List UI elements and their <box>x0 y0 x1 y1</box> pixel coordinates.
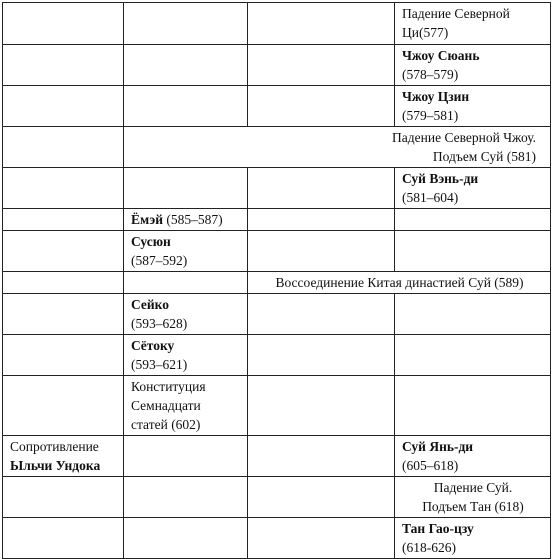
table-cell-merged <box>124 127 551 168</box>
event-text: Падение Суй. <box>433 480 513 495</box>
ruler-years: (581–604) <box>402 190 459 205</box>
table-cell <box>3 3 124 45</box>
table-cell <box>395 518 551 559</box>
table-row <box>3 209 551 231</box>
table-row <box>3 45 551 86</box>
table-cell <box>248 376 395 436</box>
ruler-name: Чжоу Цзин <box>402 89 470 104</box>
table-cell <box>395 86 551 127</box>
table-cell <box>124 168 248 209</box>
table-row <box>3 127 551 168</box>
ruler-years: (587–592) <box>131 253 188 268</box>
table-cell <box>395 231 551 272</box>
table-cell <box>248 294 395 335</box>
table-cell <box>248 518 395 559</box>
table-row <box>3 168 551 209</box>
ruler-name: Сейко <box>131 297 170 312</box>
ruler-name: Ёмэй <box>131 212 163 227</box>
table-row <box>3 3 551 45</box>
table-cell <box>3 168 124 209</box>
table-cell <box>3 209 124 231</box>
table-cell <box>248 436 395 477</box>
event-text: статей (602) <box>131 417 201 432</box>
ruler-name: Суй Вэнь-ди <box>402 171 479 186</box>
ruler-years: (578–579) <box>402 67 459 82</box>
ruler-years: (585–587) <box>162 212 223 227</box>
ruler-years: (618-626) <box>402 540 456 555</box>
table-cell <box>3 45 124 86</box>
table-cell <box>3 272 124 294</box>
table-cell <box>3 86 124 127</box>
table-cell <box>395 436 551 477</box>
table-cell <box>395 376 551 436</box>
table-cell <box>248 209 395 231</box>
table-cell <box>124 86 248 127</box>
table-row <box>3 518 551 559</box>
table-cell <box>124 272 248 294</box>
table-cell <box>248 86 395 127</box>
table-cell <box>124 209 248 231</box>
table-cell <box>3 436 124 477</box>
table-cell <box>395 294 551 335</box>
event-text: Конституция <box>131 379 206 394</box>
table-cell <box>124 294 248 335</box>
table-cell <box>395 209 551 231</box>
table-cell <box>124 3 248 45</box>
table-cell <box>395 477 551 518</box>
event-text: Семнадцати <box>131 398 201 413</box>
table-cell <box>248 335 395 376</box>
ruler-years: (605–618) <box>402 458 459 473</box>
table-cell <box>124 376 248 436</box>
ruler-name: Сусюн <box>131 234 171 249</box>
event-text: Ци(577) <box>402 25 449 40</box>
table-cell <box>395 3 551 45</box>
event-text: Сопротивление <box>10 439 99 454</box>
table-row <box>3 477 551 518</box>
table-cell <box>3 231 124 272</box>
table-row <box>3 335 551 376</box>
ruler-years: (593–621) <box>131 357 188 372</box>
table-cell <box>124 231 248 272</box>
table-cell <box>3 518 124 559</box>
ruler-name: Тан Гао-цзу <box>402 521 474 536</box>
table-cell <box>124 518 248 559</box>
table-cell <box>3 477 124 518</box>
table-row <box>3 86 551 127</box>
table-cell <box>3 127 124 168</box>
table-cell <box>3 376 124 436</box>
table-cell <box>248 45 395 86</box>
table-cell <box>124 335 248 376</box>
chronology-table <box>2 2 551 559</box>
table-cell <box>248 477 395 518</box>
table-row <box>3 231 551 272</box>
ruler-name: Суй Янь-ди <box>402 439 474 454</box>
event-name: Ыльчи Ундока <box>10 458 101 473</box>
event-text: Подъем Суй (581) <box>432 149 536 164</box>
table-cell <box>395 168 551 209</box>
ruler-name: Сётоку <box>131 338 175 353</box>
event-text: Падение Северной Чжоу. <box>392 130 536 145</box>
ruler-years: (593–628) <box>131 316 188 331</box>
table-cell <box>3 294 124 335</box>
table-row <box>3 376 551 436</box>
table-cell <box>395 45 551 86</box>
table-cell <box>124 436 248 477</box>
table-cell <box>3 335 124 376</box>
ruler-name: Чжоу Сюань <box>402 48 480 63</box>
table-cell <box>395 335 551 376</box>
table-cell <box>248 168 395 209</box>
event-text: Воссоединение Китая династией Суй (589) <box>275 275 524 290</box>
table-row <box>3 272 551 294</box>
table-cell <box>124 477 248 518</box>
table-row <box>3 436 551 477</box>
ruler-years: (579–581) <box>402 108 459 123</box>
table-row <box>3 294 551 335</box>
table-cell-merged <box>248 272 551 294</box>
table-cell <box>248 231 395 272</box>
table-cell <box>124 45 248 86</box>
event-text: Падение Северной <box>402 6 510 21</box>
event-text: Подъем Тан (618) <box>422 499 524 514</box>
table-cell <box>248 3 395 45</box>
